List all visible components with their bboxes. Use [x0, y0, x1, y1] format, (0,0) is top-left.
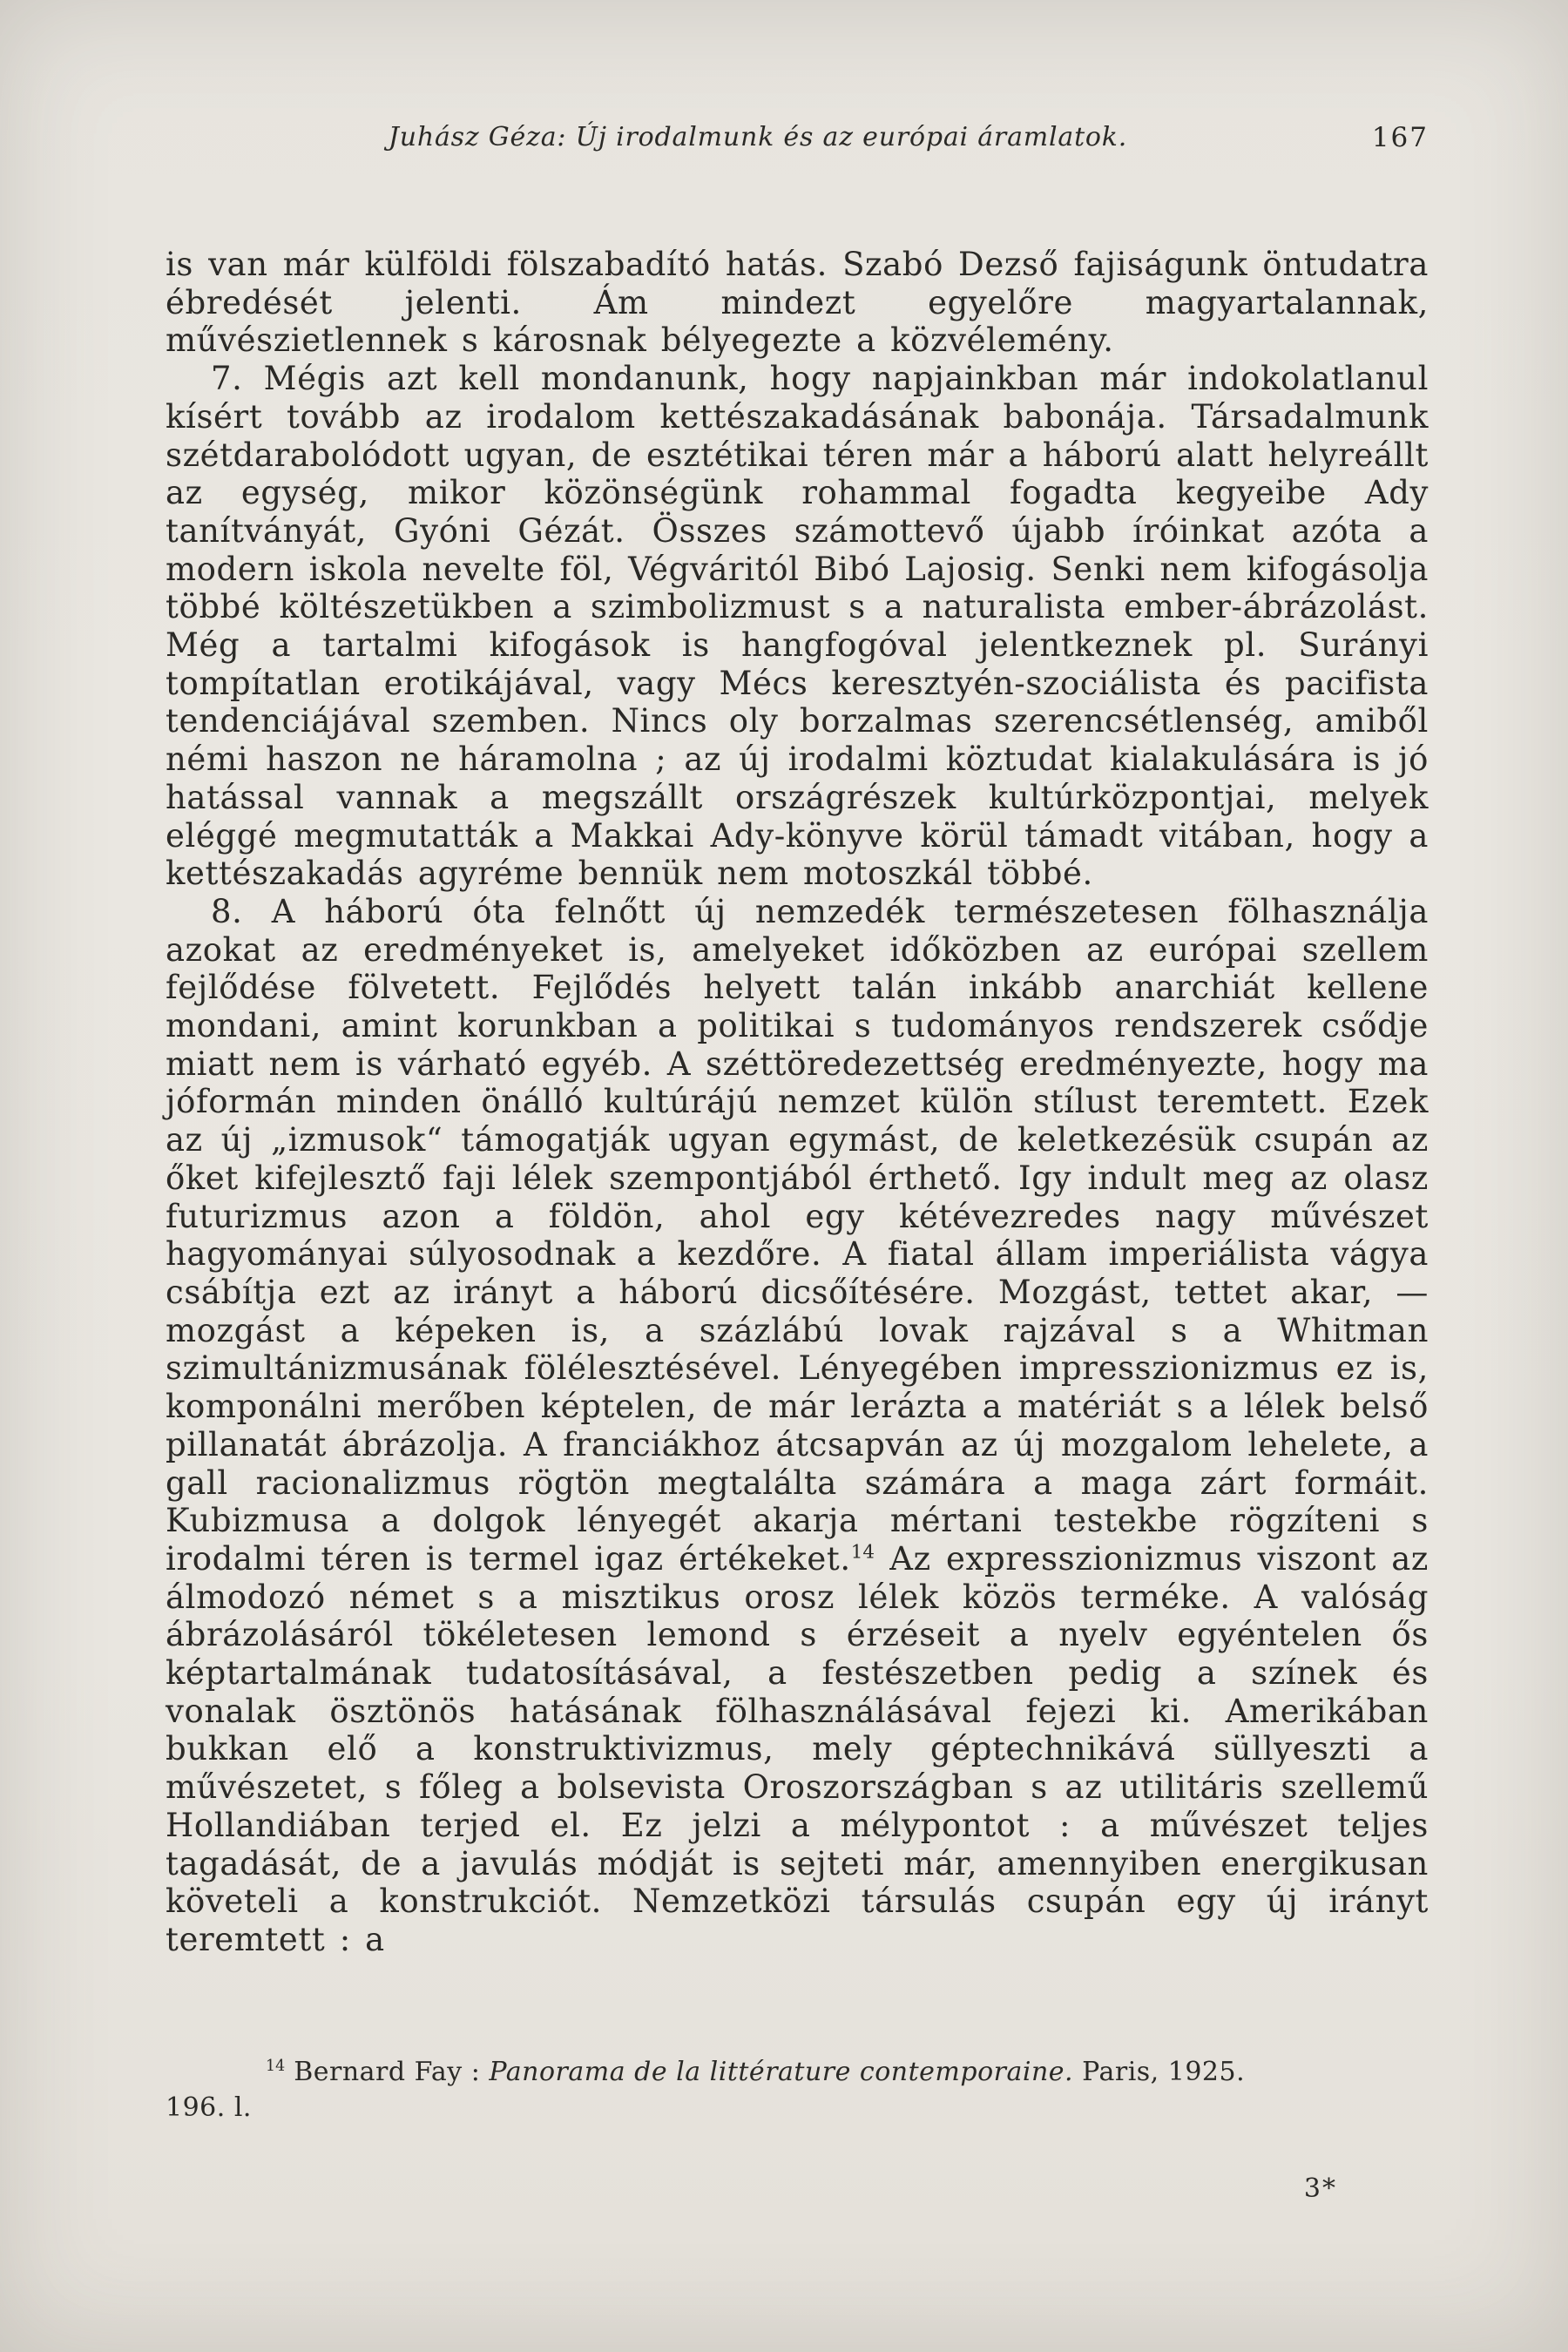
body-text — [166, 246, 1429, 1959]
footnote-publication: Paris, 1925. — [1082, 2057, 1246, 2087]
footnote-line-2: 196. l. — [166, 2092, 252, 2123]
paragraph-8-text-b: Az expresszionizmus viszont az álmodozó német s a misztikus orosz lélek közös terméke. A valóság ábrázolásáról tökéletesen lemond s érzéseit a nyelv egyéntelen ős képtartalmának tudatosításával, a festészetben pedig a színek és vonalak ösztönös hatásának fölhasználásával fejezi ki. Amerikában bukkan elő a konstruktivizmus, mely géptechnikává süllyeszti a művészetet, s főleg a bolsevista Oroszországban s az utilitáris szellemű Hollandiában terjed el. Ez jelzi a mélypontot : a művészet teljes tagadását, de a javulás módját is sejteti már, amennyiben energikusan követeli a konstrukciót. Nemzetközi társulás csupán egy új irányt teremtett : a — [166, 1539, 1429, 1958]
page-number: 167 — [1371, 122, 1429, 153]
footnote — [166, 2054, 1429, 2126]
paragraph-8-text-a: 8. A háború óta felnőtt új nemzedék természetesen fölhasználja azokat az eredményeket is, amelyeket időközben az európai szellem fejlődése fölvetett. Fejlődés helyett talán inkább anarchiát kellene mondani, amint korunkban a politikai s tudományos rendszerek csődje miatt nem is várható egyéb. A széttöredezettség eredményezte, hogy ma jóformán minden önálló kultúrájú nemzet külön stílust teremtett. Ezek az új „izmusok“ támogatják ugyan egymást, de keletkezésük csupán az őket kifejlesztő faji lélek szempontjából érthető. Igy indult meg az olasz futurizmus azon a földön, ahol egy kétévezredes nagy művészet hagyományai súlyosodnak a kezdőre. A fiatal állam imperiálista vágya csábítja ezt az irányt a háború dicsőítésére. Mozgást, tettet akar, — mozgást a képeken is, a százlábú lovak rajzával s a Whitman szimultánizmusának fölélesztésével. Lényegében impresszionizmus ez is, komponálni merőben képtelen, de már lerázta a matériát s a lélek belső pillanatát ábrázolja. A franciákhoz átcsapván az új mozgalom lehelete, a gall racionalizmus rögtön megtalálta számára a maga zárt formáit. Kubizmusa a dolgok lényegét akarja mértani testekbe rögzíteni s irodalmi téren is termel igaz értékeket. — [166, 892, 1429, 1578]
footnote-title: Panorama de la littérature contemporaine. — [489, 2057, 1074, 2087]
running-head — [166, 122, 1429, 152]
body-paragraph-7: 7. Mégis azt kell mondanunk, hogy napjainkban már indokolatlanul kísért tovább az irodalom kettészakadásának babonája. Társadalmunk szétdarabolódott ugyan, de esztétikai téren már a háború alatt helyreállt az egység, mikor közönségünk rohammal fogadta kegyeibe Ady tanítványát, Gyóni Gézát. Összes számottevő újabb íróinkat azóta a modern iskola nevelte föl, Végváritól Bibó Lajosig. Senki nem kifogásolja többé költészetükben a szimbolizmust s a naturalista ember-ábrázolást. Még a tartalmi kifogások is hangfogóval jelentkeznek pl. Surányi tompítatlan erotikájával, vagy Mécs keresztyén-szociálista és pacifista tendenciájával szemben. Nincs oly borzalmas szerencsétlenség, amiből némi haszon ne háramolna ; az új irodalmi köztudat kialakulására is jó hatással vannak a megszállt országrészek kultúrközpontjai, melyek eléggé megmutatták a Makkai Ady-könyve körül támadt vitában, hogy a kettészakadás agyréme bennük nem motoszkál többé. — [166, 360, 1429, 893]
footnote-author: Bernard Fay : — [294, 2057, 481, 2087]
footnote-line-1 — [166, 2054, 1429, 2090]
footnote-reference: 14 — [850, 1541, 875, 1564]
body-paragraph-8 — [166, 893, 1429, 1959]
signature-mark: 3* — [1303, 2173, 1337, 2204]
body-paragraph-continuation: is van már külföldi fölszabadító hatás. Szabó Dezső fajiságunk öntudatra ébredését jelenti. Ám mindezt egyelőre magyartalannak, művészietlennek s károsnak bélyegezte a közvélemény. — [166, 246, 1429, 360]
footnote-marker: 14 — [266, 2058, 286, 2075]
running-title: Juhász Géza: Új irodalmunk és az európai áramlatok. — [388, 122, 1128, 152]
